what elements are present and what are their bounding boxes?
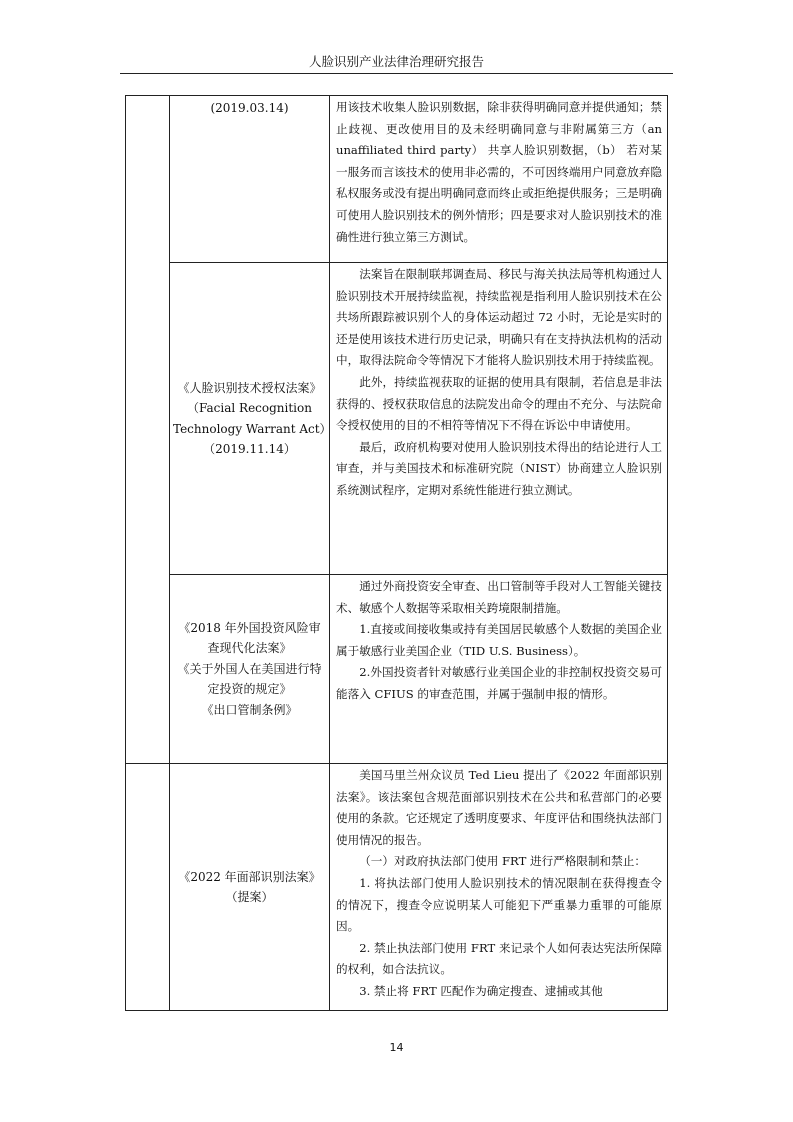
header-rule [120, 73, 673, 74]
description-paragraph: 用该技术收集人脸识别数据，除非获得明确同意并提供通知；禁止歧视、更改使用目的及未经明确同意与非附属第三方（an unaffiliated third party） 共享人脸识别数据，（b） 若对某一服务而言该技术的使用非必需的，不可因终端用户同意放弃隐私权服务或没有提出明确同意而终止或拒绝提供服务；三是明确可使用人脸识别技术的例外情形；四是要求对人脸识别技术的准确性进行独立第三方测试。 [336, 100, 662, 244]
description-paragraph: 此外，持续监视获取的证据的使用具有限制，若信息是非法获得的、授权获取信息的法院发出命令的理由不充分、与法院命令授权使用的目的不相符等情况下不得在诉讼中申请使用。 [336, 374, 662, 433]
law-description-cell [330, 96, 668, 263]
description-paragraph: 2.外国投资者针对敏感行业美国企业的非控制权投资交易可能落入 CFIUS 的审查范围，并属于强制申报的情形。 [336, 665, 662, 701]
description-paragraph: （一）对政府执法部门使用 FRT 进行严格限制和禁止： [359, 854, 646, 869]
category-cell [126, 764, 170, 1011]
law-name: 《2018 年外国投资风险审查现代化法案》 [178, 620, 321, 656]
table-row [126, 96, 668, 263]
law-description-cell [330, 575, 668, 764]
table-row [126, 764, 668, 1011]
law-name: 《出口管制条例》 [201, 702, 298, 717]
law-name: 《2022 年面部识别法案》（提案） [178, 869, 321, 904]
description-paragraph: 3. 禁止将 FRT 匹配作为确定搜查、逮捕或其他 [359, 983, 603, 998]
description-paragraph: 法案旨在限制联邦调查局、移民与海关执法局等机构通过人脸识别技术开展持续监视，持续监视是指利用人脸识别技术在公共场所跟踪被识别个人的身体运动超过 72 小时，无论是实时的还是使用该技术进行历史记录，明确只有在支持执法机构的活动中，取得法院命令等情况下才能将人脸识别技术用于持续监视。 [336, 267, 662, 368]
description-paragraph: 通过外商投资安全审查、出口管制等手段对人工智能关键技术、敏感个人数据等采取相关跨境限制措施。 [336, 579, 662, 615]
law-name-cell [170, 575, 330, 764]
table-row [126, 575, 668, 764]
page-number: 14 [389, 1041, 404, 1054]
law-name: 《关于外国人在美国进行特定投资的规定》 [177, 661, 322, 697]
law-name-cell [170, 764, 330, 1011]
description-paragraph: 2. 禁止执法部门使用 FRT 来记录个人如何表达宪法所保障的权利，如合法抗议。 [336, 940, 662, 977]
law-table [125, 95, 668, 1011]
law-name-date: （2019.11.14） [203, 442, 296, 456]
law-name: 《人脸识别技术授权法案》 [177, 380, 322, 395]
running-header: 人脸识别产业法律治理研究报告 [308, 54, 484, 69]
law-description-cell [330, 764, 668, 1011]
law-description-cell [330, 263, 668, 575]
law-name-english: （Facial Recognition Technology Warrant Act） [173, 401, 332, 436]
description-paragraph: 最后，政府机构要对使用人脸识别技术得出的结论进行人工审查，并与美国技术和标准研究院（NIST）协商建立人脸识别系统测试程序，定期对系统性能进行独立测试。 [336, 439, 662, 497]
law-name-cell [170, 263, 330, 575]
description-paragraph: 1. 将执法部门使用人脸识别技术的情况限制在获得搜查令的情况下，搜查令应说明某人可能犯下严重暴力重罪的可能原因。 [336, 875, 662, 934]
description-paragraph: 1.直接或间接收集或持有美国居民敏感个人数据的美国企业属于敏感行业美国企业（TID U.S. Business）。 [336, 622, 662, 658]
description-paragraph: 美国马里兰州众议员 Ted Lieu 提出了《2022 年面部识别法案》。该法案包含规范面部识别技术在公共和私营部门的必要使用的条款。它还规定了透明度要求、年度评估和围绕执法部门使用情况的报告。 [336, 768, 662, 847]
category-cell [126, 96, 170, 764]
law-name-date: (2019.03.14) [210, 101, 289, 115]
table-row [126, 263, 668, 575]
law-name-cell [170, 96, 330, 263]
